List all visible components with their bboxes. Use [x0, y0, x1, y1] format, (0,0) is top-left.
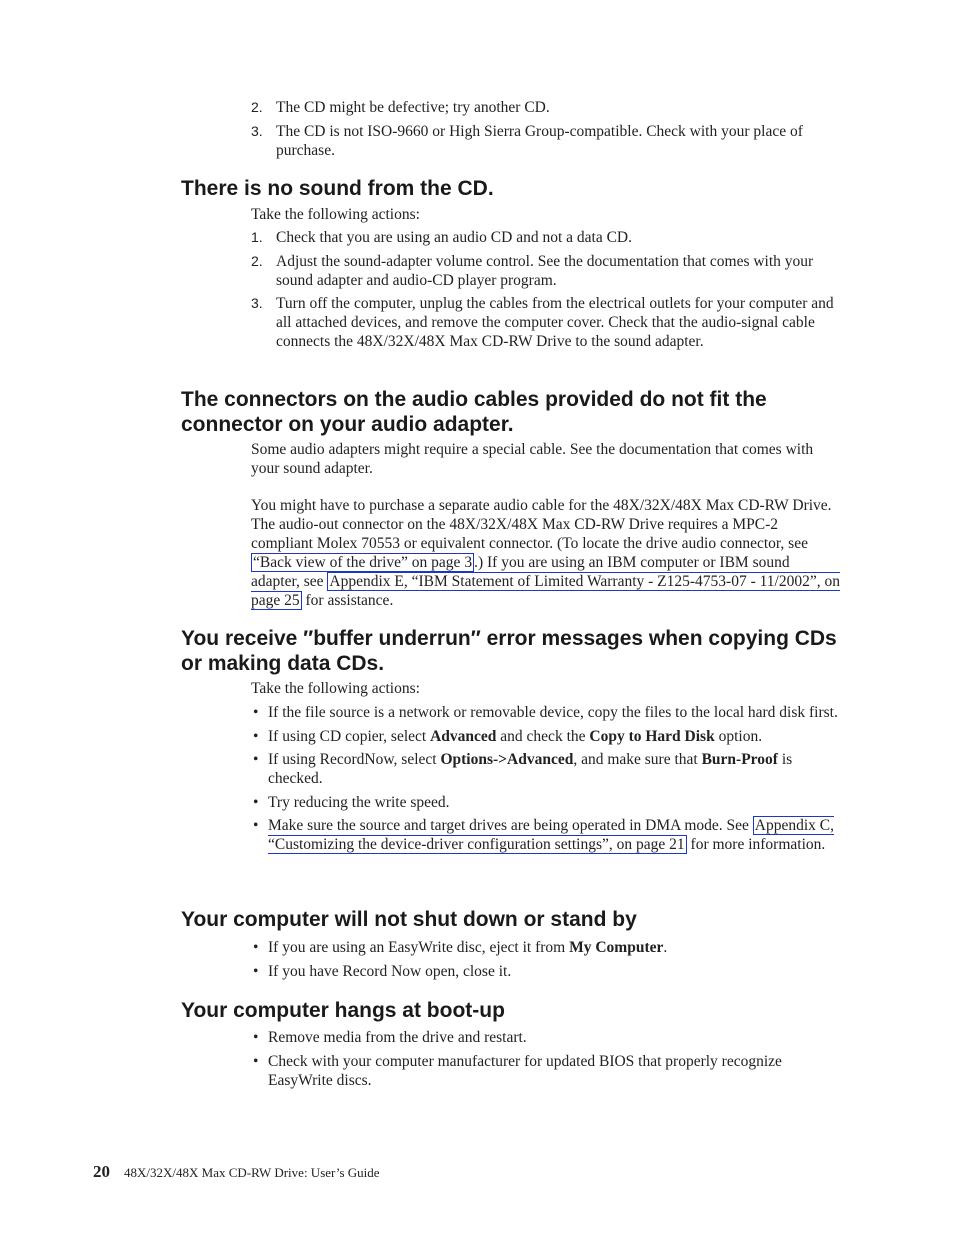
ui-term-advanced: Advanced	[430, 727, 497, 745]
shutdown-actions	[251, 938, 841, 985]
item-text: The CD is not ISO-9660 or High Sierra Group-compatible. Check with your place of purchase.	[276, 122, 803, 159]
boot-hang-actions	[251, 1028, 841, 1094]
ui-term-copy-to-hard-disk: Copy to Hard Disk	[589, 727, 715, 745]
item-number: 3.	[251, 122, 263, 139]
list-item	[251, 122, 841, 160]
item-text: Turn off the computer, unplug the cables from the electrical outlets for your computer and all attached devices, and remove the computer cover. Check that the audio-signal cable connects the 48X/32X/48X Max CD-RW Drive to the sound adapter.	[276, 295, 834, 350]
list-item	[251, 938, 841, 957]
page-number: 20	[93, 1162, 110, 1181]
item-text: and check the	[496, 727, 590, 745]
footer-title: 48X/32X/48X Max CD-RW Drive: User’s Guide	[124, 1165, 380, 1180]
bullet-icon: •	[253, 1029, 259, 1046]
item-text: Adjust the sound-adapter volume control. See the documentation that comes with your sound adapter and audio-CD player program.	[276, 252, 814, 289]
item-text: .	[663, 939, 668, 956]
list-item	[251, 793, 841, 812]
item-text: Remove media from the drive and restart.	[268, 1029, 527, 1046]
list-item	[251, 98, 841, 117]
bullet-icon: •	[253, 751, 259, 768]
connectors-paragraph-2	[251, 496, 841, 610]
paragraph-text: .) If you are using an IBM computer or IBM sound adapter, see	[251, 554, 790, 590]
list-item	[251, 816, 841, 854]
item-text: If you have Record Now open, close it.	[268, 962, 512, 980]
paragraph-text: for assistance.	[301, 592, 394, 609]
item-text: If you are using an EasyWrite disc, eject it from	[268, 939, 570, 956]
ui-term-burn-proof: Burn-Proof	[701, 751, 778, 768]
link-back-view-of-drive[interactable]: “Back view of the drive” on page 3	[253, 554, 473, 571]
section-heading-boot-hang: Your computer hangs at boot-up	[181, 999, 505, 1022]
bullet-icon: •	[253, 962, 259, 980]
section-heading-connectors: The connectors on the audio cables provided do not fit the connector on your audio adapter.	[181, 388, 767, 436]
item-text: Check with your computer manufacturer for updated BIOS that properly recognize EasyWrite discs.	[268, 1052, 782, 1089]
connectors-paragraph-1: Some audio adapters might require a special cable. See the documentation that comes with your sound adapter.	[251, 441, 814, 477]
item-text: If using CD copier, select	[268, 727, 431, 745]
list-item	[251, 962, 841, 981]
ui-term-options-advanced: Options->Advanced	[440, 751, 574, 768]
list-item	[251, 228, 841, 247]
section-heading-no-sound: There is no sound from the CD.	[181, 177, 494, 200]
item-number: 3.	[251, 295, 263, 311]
ui-term-my-computer: My Computer	[569, 939, 664, 956]
section-heading-buffer-underrun: You receive ″buffer underrun″ error messages when copying CDs or making data CDs.	[181, 627, 837, 675]
bullet-icon: •	[253, 704, 259, 721]
list-item	[251, 750, 841, 788]
item-text: for more information.	[686, 836, 826, 853]
item-number: 2.	[251, 252, 263, 269]
list-item	[251, 1028, 841, 1047]
item-number: 1.	[251, 229, 263, 245]
item-text: Check that you are using an audio CD and not a data CD.	[276, 229, 632, 246]
item-text: The CD might be defective; try another CD.	[276, 99, 550, 116]
intro-list	[251, 98, 841, 164]
bullet-icon: •	[253, 727, 259, 745]
item-text: option.	[714, 727, 763, 745]
buffer-underrun-actions	[251, 703, 841, 859]
link-appendix-c[interactable]: Appendix C, “Customizing the device-driver configuration settings”, on page 21	[268, 817, 835, 853]
page-footer	[93, 1162, 380, 1182]
item-number: 2.	[251, 99, 263, 115]
section-heading-shutdown: Your computer will not shut down or stand by	[181, 908, 637, 931]
item-text: , and make sure that	[573, 751, 702, 768]
list-item	[251, 703, 841, 722]
item-text: If the file source is a network or removable device, copy the files to the local hard disk first.	[268, 704, 838, 721]
bullet-icon: •	[253, 793, 259, 811]
section-lead: Take the following actions:	[251, 206, 420, 223]
bullet-icon: •	[253, 1052, 259, 1070]
list-item	[251, 727, 841, 746]
item-text: Make sure the source and target drives are being operated in DMA mode. See	[268, 817, 753, 834]
item-text: Try reducing the write speed.	[268, 793, 450, 811]
paragraph-text: You might have to purchase a separate audio cable for the 48X/32X/48X Max CD-RW Drive. The audio-out connector on the 48X/32X/48X Max CD-RW Drive requires a MPC-2 compliant Molex 70553 or equivalent connector. (To locate the drive audio connector, see	[251, 497, 832, 552]
bullet-icon: •	[253, 939, 259, 956]
item-text: is checked.	[268, 751, 793, 787]
item-text: If using RecordNow, select	[268, 751, 441, 768]
list-item	[251, 1052, 841, 1090]
list-item	[251, 252, 841, 290]
bullet-icon: •	[253, 817, 259, 834]
list-item	[251, 294, 841, 351]
link-appendix-e[interactable]: Appendix E, “IBM Statement of Limited Warranty - Z125-4753-07 - 11/2002”, on page 25	[251, 573, 840, 609]
section-lead: Take the following actions:	[251, 680, 420, 697]
no-sound-steps	[251, 228, 841, 356]
